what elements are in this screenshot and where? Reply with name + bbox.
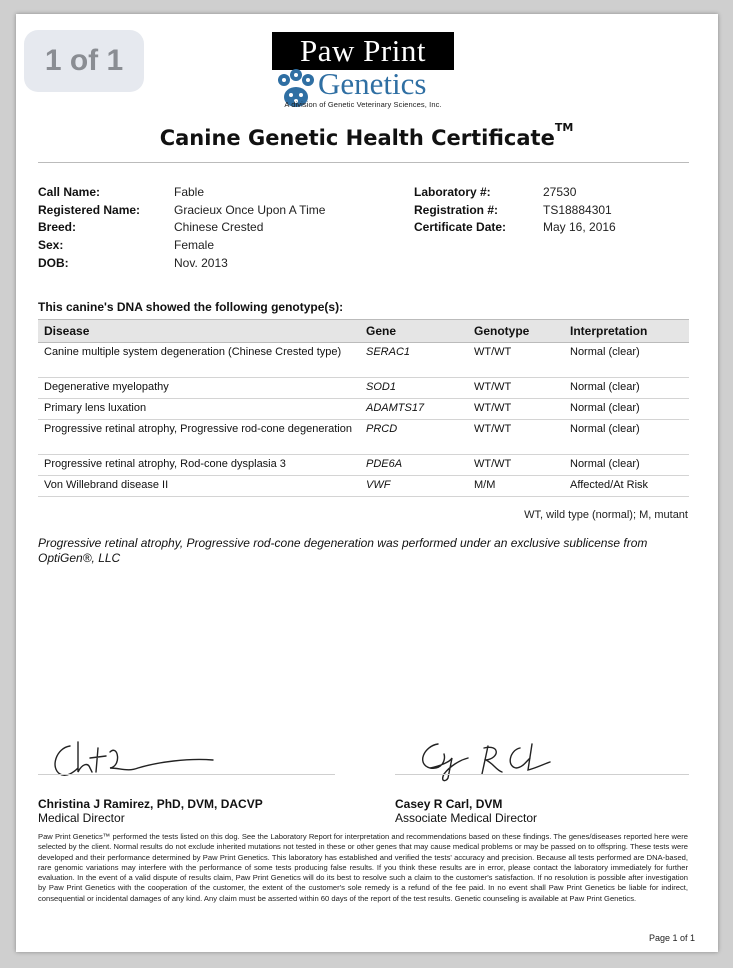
interpretation-cell: Normal (clear) <box>564 343 689 378</box>
logo-text-genetics: Genetics <box>318 66 427 101</box>
dob-label: DOB: <box>38 256 69 270</box>
signatory-role: Medical Director <box>38 811 125 825</box>
header-disease: Disease <box>38 320 360 343</box>
interpretation-cell: Normal (clear) <box>564 420 689 455</box>
signatory-name: Christina J Ramirez, PhD, DVM, DACVP <box>38 797 263 811</box>
genotype-cell: WT/WT <box>468 343 564 378</box>
signature-carl <box>410 738 570 784</box>
header-gene: Gene <box>360 320 468 343</box>
table-row <box>38 399 689 420</box>
interpretation-cell: Normal (clear) <box>564 455 689 476</box>
gene-cell: ADAMTS17 <box>360 399 468 420</box>
genotype-cell: WT/WT <box>468 420 564 455</box>
trademark-mark: TM <box>554 121 574 134</box>
sex-value: Female <box>174 238 215 252</box>
interpretation-cell: Normal (clear) <box>564 378 689 399</box>
genotype-cell: WT/WT <box>468 455 564 476</box>
certificate-date-label: Certificate Date: <box>414 220 507 234</box>
registration-number-label: Registration #: <box>414 203 499 217</box>
breed-label: Breed: <box>38 220 77 234</box>
logo-tagline: A division of Genetic Veterinary Sciences, Inc. <box>284 100 442 109</box>
table-header-row <box>38 320 689 343</box>
genotype-cell: WT/WT <box>468 399 564 420</box>
genotype-legend: WT, wild type (normal); M, mutant <box>524 509 688 521</box>
certificate-date-value: May 16, 2016 <box>543 220 616 234</box>
sublicense-note: Progressive retinal atrophy, Progressive rod-cone degeneration was performed under an exclusive sublicense from OptiGen®, LLC <box>38 536 648 565</box>
sex-label: Sex: <box>38 238 64 252</box>
registered-name-value: Gracieux Once Upon A Time <box>174 203 326 217</box>
certificate-title <box>0 121 733 150</box>
signature-line <box>38 774 335 775</box>
table-row <box>38 455 689 476</box>
genotype-cell: M/M <box>468 476 564 497</box>
laboratory-number-label: Laboratory #: <box>414 185 491 199</box>
page-counter-badge: 1 of 1 <box>24 30 144 92</box>
footer-page-number: Page 1 of 1 <box>648 933 695 943</box>
call-name-label: Call Name: <box>38 185 101 199</box>
registered-name-label: Registered Name: <box>38 203 141 217</box>
signatory-name: Casey R Carl, DVM <box>395 797 503 811</box>
table-row <box>38 378 689 399</box>
logo-text-top: Paw Print <box>272 32 454 70</box>
header-genotype: Genotype <box>468 320 564 343</box>
disease-cell: Primary lens luxation <box>38 399 360 420</box>
breed-value: Chinese Crested <box>174 220 264 234</box>
laboratory-number-value: 27530 <box>543 185 577 199</box>
gene-cell: SERAC1 <box>360 343 468 378</box>
table-row <box>38 420 689 455</box>
call-name-value: Fable <box>174 185 205 199</box>
header-interpretation: Interpretation <box>564 320 689 343</box>
gene-cell: SOD1 <box>360 378 468 399</box>
genotype-section-heading: This canine's DNA showed the following genotype(s): <box>38 300 344 314</box>
company-logo <box>272 32 454 112</box>
genotype-cell: WT/WT <box>468 378 564 399</box>
disease-cell: Von Willebrand disease II <box>38 476 360 497</box>
disease-cell: Progressive retinal atrophy, Rod-cone dysplasia 3 <box>38 455 360 476</box>
genotype-results-table <box>38 319 689 497</box>
table-row <box>38 343 689 378</box>
table-row <box>38 476 689 497</box>
gene-cell: VWF <box>360 476 468 497</box>
title-text: Canine Genetic Health Certificate <box>159 126 555 150</box>
dob-value: Nov. 2013 <box>174 256 228 270</box>
title-divider <box>38 162 689 163</box>
interpretation-cell: Affected/At Risk <box>564 476 689 497</box>
signatory-role: Associate Medical Director <box>395 811 538 825</box>
signature-line <box>395 774 689 775</box>
gene-cell: PRCD <box>360 420 468 455</box>
disease-cell: Progressive retinal atrophy, Progressive rod-cone degeneration <box>38 420 360 455</box>
legal-disclaimer: Paw Print Genetics™ performed the tests listed on this dog. See the Laboratory Report for interpretation and recommendations based on these findings. The genes/diseases reported here were selected by the client. Normal results do not exclude inherited mutations not tested in these or other genes that may cause medical problems or may be passed on to offspring. These tests were developed and their performance determined by Paw Print Genetics. This laboratory has established and verified the tests' accuracy and precision. Because all tests performed are DNA-based, rare genomic variations may interfere with the performance of some tests producing false results. If you think these results are in error, please contact the laboratory immediately for further evaluation. In the event of a valid dispute of results claim, Paw Print Genetics will do its best to resolve such a claim to the customer's satisfaction. If no resolution is possible after investigation by Paw Print Genetics with the cooperation of the customer, the extent of the customer's sole remedy is a refund of the fee paid. In no event shall Paw Print Genetics be liable for indirect, consequential or incidental damages of any kind. Any claim must be asserted within 60 days of the report of the test results. Genetic counseling is available at Paw Print Genetics. <box>38 832 688 903</box>
interpretation-cell: Normal (clear) <box>564 399 689 420</box>
signature-ramirez <box>48 738 218 784</box>
registration-number-value: TS18884301 <box>543 203 612 217</box>
gene-cell: PDE6A <box>360 455 468 476</box>
disease-cell: Degenerative myelopathy <box>38 378 360 399</box>
disease-cell: Canine multiple system degeneration (Chinese Crested type) <box>38 343 360 378</box>
